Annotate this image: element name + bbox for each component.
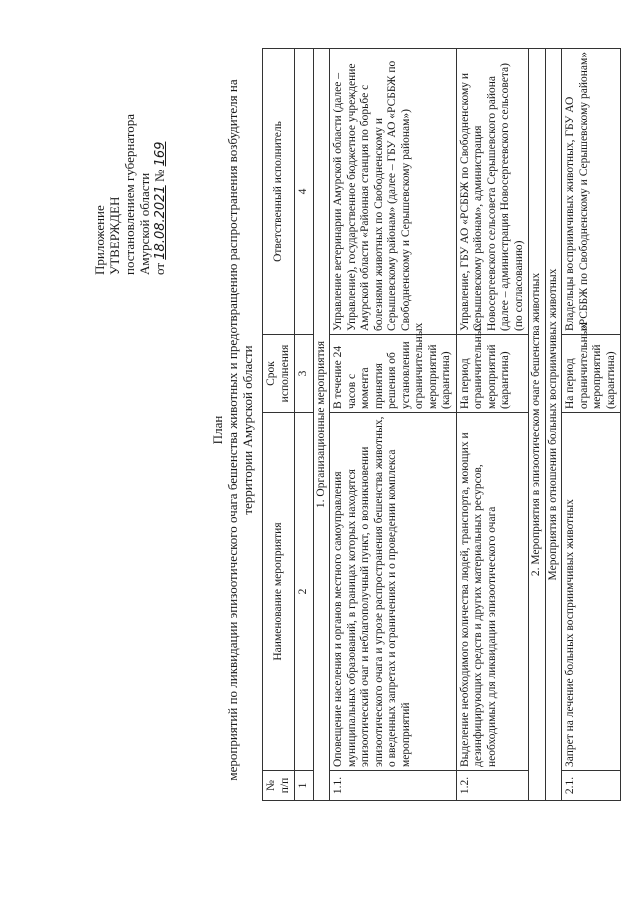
approval-date-prefix: от <box>152 262 167 275</box>
approval-block <box>92 114 168 275</box>
header-row <box>263 49 295 801</box>
table-row <box>562 49 621 801</box>
row-term: В течение 24 часов с момента принятия решения об установлении ограничительных мероприятий (карантина) <box>330 335 457 413</box>
approval-region: Амурской области <box>137 172 152 275</box>
row-responsible: Управление, ГБУ АО «РСББЖ по Свободненскому и Серышевскому районам», администрация Новосергеевского сельсовета Серышевского района (далее – администрация Новосергеевского сельсовета) (по согласованию) <box>456 49 529 335</box>
subsection-row <box>545 49 562 801</box>
approval-number-prefix: № <box>152 169 167 183</box>
row-name: Запрет на лечение больных восприимчивых животных <box>562 413 621 771</box>
header-num-4: 4 <box>295 49 314 335</box>
row-responsible: Управление ветеринарии Амурской области (далее – Управление), государственное бюджетное учреждение Амурской области «Районная станция по борьбе с болезнями животных по Свободненскому и Серышевскому районам» (далее – ГБУ АО «РСББЖ по Свободненскому и Серышевскому районам») <box>330 49 457 335</box>
header-num-2: 2 <box>295 413 314 771</box>
row-term: На период ограничительных мероприятий (карантина) <box>562 335 621 413</box>
approval-approved: УТВЕРЖДЕН <box>107 196 122 275</box>
row-number: 1.2. <box>456 771 529 801</box>
header-num-3: 3 <box>295 335 314 413</box>
row-name: Выделение необходимого количества людей, транспорта, моющих и дезинфицирующих средств и других материальных ресурсов, необходимых для ликвидации эпизоотического очага <box>456 413 529 771</box>
row-number: 2.1. <box>562 771 621 801</box>
approval-date: 18.08.2021 <box>153 185 168 260</box>
header-num-1: 1 <box>295 771 314 801</box>
header-term: Срок исполнения <box>263 335 295 413</box>
approval-decree: постановлением губернатора <box>122 113 137 275</box>
section-row <box>313 49 330 801</box>
approval-date-line <box>152 114 168 275</box>
subsection-2-title: Мероприятия в отношении больных восприимчивых животных <box>545 49 562 801</box>
header-number: № п/п <box>263 771 295 801</box>
section-row <box>529 49 546 801</box>
table-row <box>456 49 529 801</box>
row-responsible: Владельцы восприимчивых животных, ГБУ АО «РСББЖ по Свободненскому и Серышевскому районам» <box>562 49 621 335</box>
row-number: 1.1. <box>330 771 457 801</box>
row-name: Оповещение населения и органов местного самоуправления муниципальных образований, в границах которых находятся эпизоотический очаг и неблагополучный пункт, о возникновении эпизоотического очага и угрозе распространения бешенства животных, о введенных запретах и ограничениях и о проведении комплекса мероприятий <box>330 413 457 771</box>
title-plan: План <box>210 415 225 445</box>
header-name: Наименование мероприятия <box>263 413 295 771</box>
table-row <box>330 49 457 801</box>
row-term: На период ограничительных мероприятий (карантина) <box>456 335 529 413</box>
plan-table <box>262 48 621 801</box>
header-num-row <box>295 49 314 801</box>
section-1-title: 1. Организационные мероприятия <box>313 49 330 801</box>
approval-appendix: Приложение <box>92 205 107 275</box>
title-line-2: мероприятий по ликвидации эпизоотического очага бешенства животных и предотвращению распространения возбудителя на <box>225 79 240 781</box>
approval-number: 169 <box>153 141 168 167</box>
title-line-3: территории Амурской области <box>240 345 255 515</box>
document-title <box>210 45 255 815</box>
section-2-title: 2. Мероприятия в эпизоотическом очаге бешенства животных <box>529 49 546 801</box>
header-responsible: Ответственный исполнитель <box>263 49 295 335</box>
